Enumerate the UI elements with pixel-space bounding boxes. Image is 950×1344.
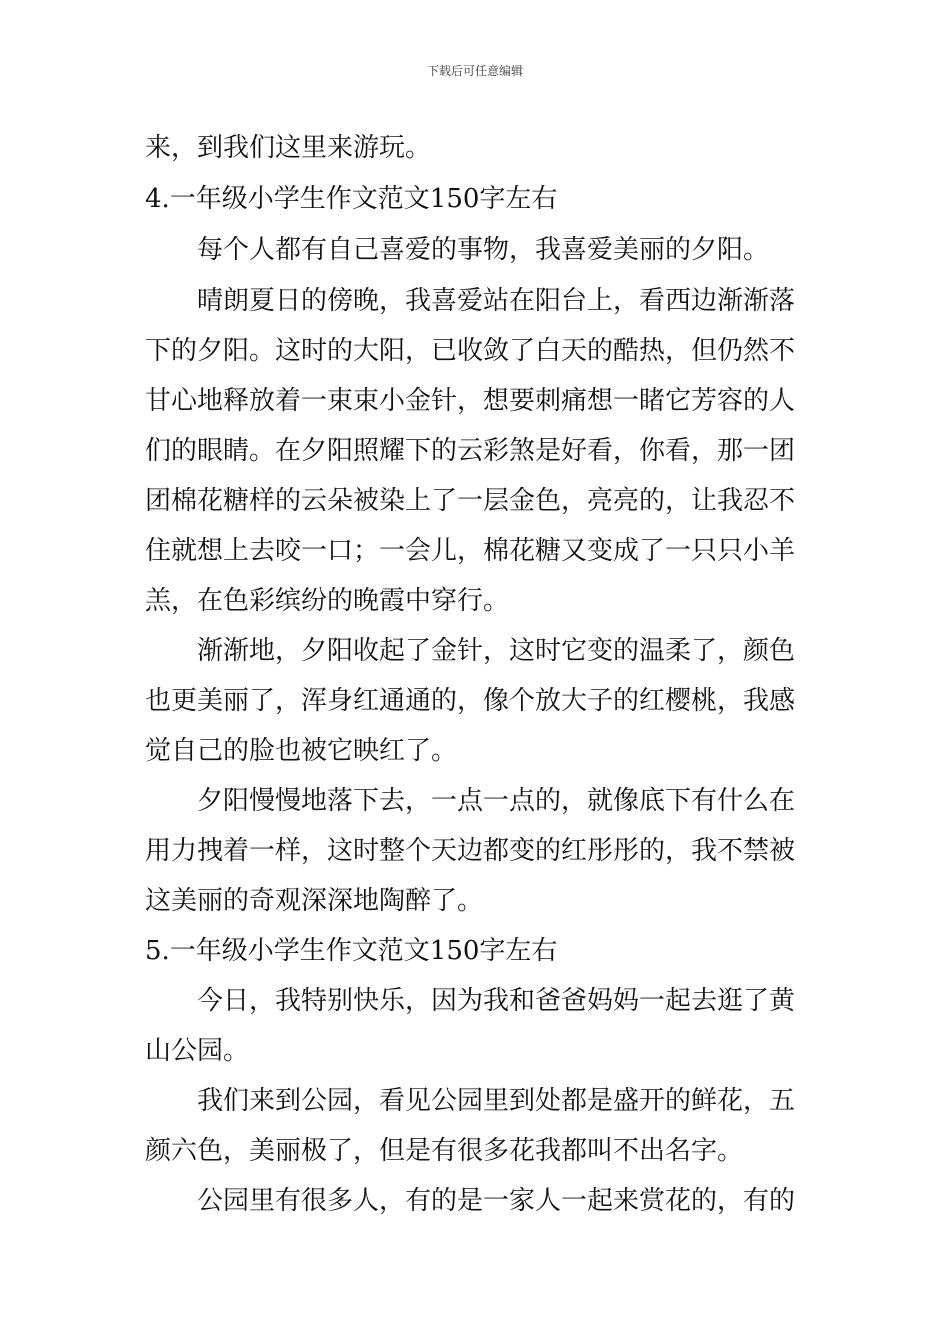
text-line: 来，到我们这里来游玩。	[145, 133, 432, 163]
text-line: 每个人都有自己喜爱的事物，我喜爱美丽的夕阳。	[197, 235, 770, 265]
text-line: 夕阳慢慢地落下去，一点一点的，就像底下有什么在	[197, 786, 796, 816]
text-line: 颜六色，美丽极了，但是有很多花我都叫不出名字。	[145, 1136, 744, 1166]
text-line: 下的夕阳。这时的大阳，已收敛了白天的酷热，但仍然不	[145, 336, 796, 366]
text-line: 团棉花糖样的云朵被染上了一层金色，亮亮的，让我忍不	[145, 486, 796, 516]
text-line: 我们来到公园，看见公园里到处都是盛开的鲜花，五	[197, 1086, 796, 1116]
text-line: 觉自己的脸也被它映红了。	[145, 736, 458, 766]
text-line: 用力拽着一样，这时整个天边都变的红彤彤的，我不禁被	[145, 836, 796, 866]
section-heading: 5.一年级小学生作文范文150字左右	[145, 936, 558, 966]
text-line: 也更美丽了，浑身红通通的，像个放大子的红樱桃，我感	[145, 686, 796, 716]
text-line: 今日，我特别快乐，因为我和爸爸妈妈一起去逛了黄	[197, 986, 796, 1016]
text-line: 公园里有很多人，有的是一家人一起来赏花的，有的	[197, 1186, 796, 1216]
text-line: 住就想上去咬一口；一会儿，棉花糖又变成了一只只小羊	[145, 536, 796, 566]
section-heading: 4.一年级小学生作文范文150字左右	[145, 184, 558, 214]
page-header: 下载后可任意编辑	[426, 64, 523, 78]
text-line: 羔，在色彩缤纷的晚霞中穿行。	[145, 586, 510, 616]
text-line: 甘心地释放着一束束小金针，想要刺痛想一睹它芳容的人	[145, 386, 796, 416]
text-line: 们的眼睛。在夕阳照耀下的云彩煞是好看，你看，那一团	[145, 436, 796, 466]
text-line: 这美丽的奇观深深地陶醉了。	[145, 886, 484, 916]
text-line: 渐渐地，夕阳收起了金针，这时它变的温柔了，颜色	[197, 636, 796, 666]
text-line: 晴朗夏日的傍晚，我喜爱站在阳台上，看西边渐渐落	[197, 286, 796, 316]
text-line: 山公园。	[145, 1036, 250, 1066]
